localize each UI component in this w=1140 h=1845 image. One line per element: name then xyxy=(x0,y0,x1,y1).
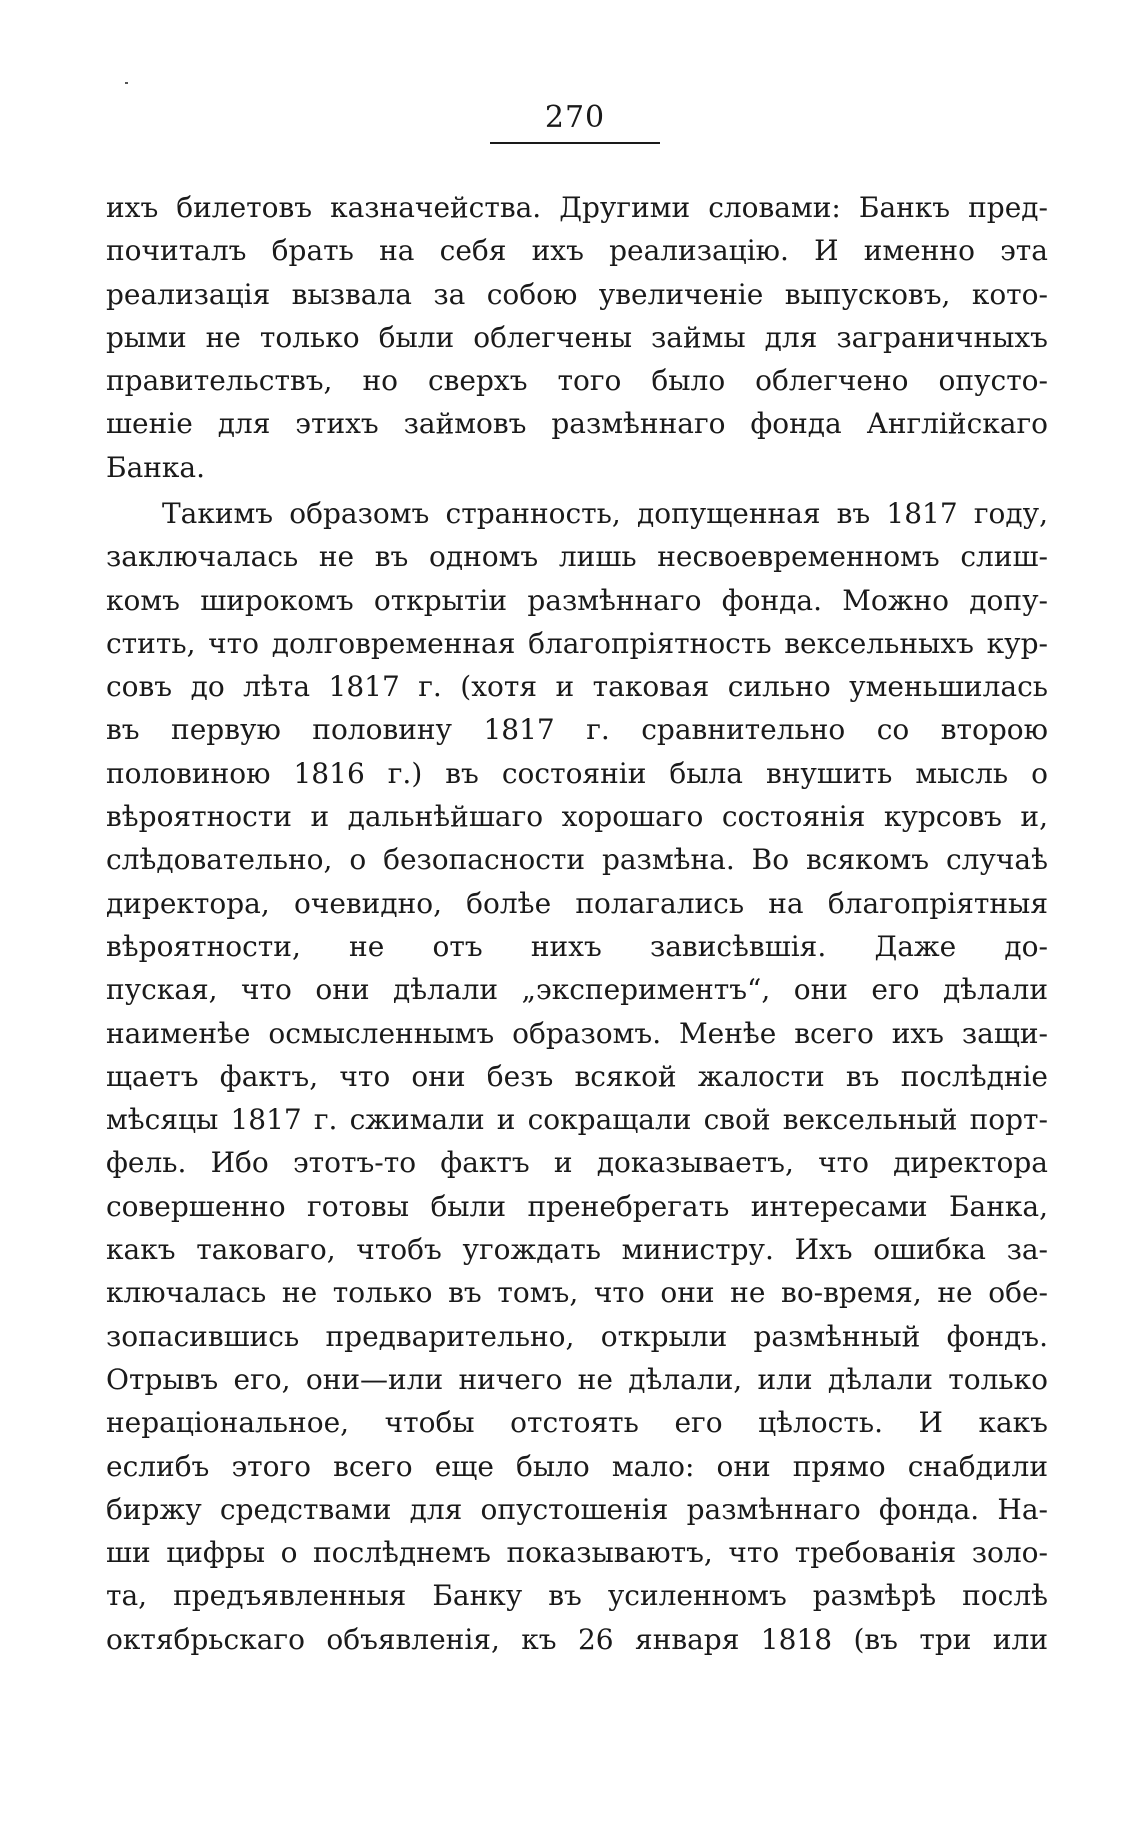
text-line: Банка. xyxy=(106,450,206,484)
text-line: реализація вызвала за собою увеличеніе выпусковъ, кото- xyxy=(106,277,1048,311)
text-line: ихъ билетовъ казначейства. Другими словами: Банкъ пред- xyxy=(106,191,1048,224)
text-line: шеніе для этихъ займовъ размѣннаго фонда Англійскаго xyxy=(106,407,1048,441)
paragraph-2 xyxy=(106,492,1048,1661)
text-line: комъ широкомъ открытіи размѣннаго фонда. Можно допу- xyxy=(106,583,1048,617)
text-line: рыми не только были облегчены займы для заграничныхъ xyxy=(106,320,1048,354)
paragraph-1 xyxy=(106,186,1048,489)
text-line: Отрывъ его, они—или ничего не дѣлали, или дѣлали только xyxy=(106,1362,1048,1396)
text-line: наименѣе осмысленнымъ образомъ. Менѣе всего ихъ защи- xyxy=(106,1016,1048,1050)
text-line: половиною 1816 г.) въ состояніи была внушить мысль о xyxy=(106,756,1048,790)
text-line: фель. Ибо этотъ-то фактъ и доказываетъ, что директора xyxy=(106,1146,1048,1180)
text-line: вѣроятности, не отъ нихъ зависѣвшія. Даже до- xyxy=(106,929,1048,963)
text-line: та, предъявленныя Банку въ усиленномъ размѣрѣ послѣ xyxy=(106,1579,1048,1613)
text-line: еслибъ этого всего еще было мало: они прямо снабдили xyxy=(106,1449,1048,1483)
text-line: пуская, что они дѣлали „экспериментъ“, они его дѣлали xyxy=(106,973,1048,1007)
text-line: совершенно готовы были пренебрегать интересами Банка, xyxy=(106,1189,1048,1223)
page-number: 270 xyxy=(544,100,606,135)
text-line: ключалась не только въ томъ, что они не во-время, не обе- xyxy=(106,1276,1048,1310)
text-line: Такимъ образомъ странность, допущенная въ 1817 году, xyxy=(162,497,1048,530)
text-line: нераціональное, чтобы отстоять его цѣлость. И какъ xyxy=(106,1406,1048,1440)
text-line: какъ таковаго, чтобъ угождать министру. Ихъ ошибка за- xyxy=(106,1233,1048,1267)
text-line: зопасившись предварительно, открыли размѣнный фондъ. xyxy=(106,1319,1048,1353)
scan-speck xyxy=(125,82,128,84)
text-line: стить, что долговременная благопріятность вексельныхъ кур- xyxy=(106,626,1048,660)
text-line: совъ до лѣта 1817 г. (хотя и таковая сильно уменьшилась xyxy=(106,670,1048,704)
text-line: ши цифры о послѣднемъ показываютъ, что требованія золо- xyxy=(106,1536,1048,1570)
text-line: заключалась не въ одномъ лишь несвоевременномъ слиш- xyxy=(106,540,1048,574)
text-line: вѣроятности и дальнѣйшаго хорошаго состоянія курсовъ и, xyxy=(106,800,1048,834)
text-line: директора, очевидно, болѣе полагались на благопріятныя xyxy=(106,886,1048,920)
text-line: правительствъ, но сверхъ того было облегчено опусто- xyxy=(106,364,1048,398)
page-number-rule xyxy=(490,142,660,144)
text-line: щаетъ фактъ, что они безъ всякой жалости въ послѣдніе xyxy=(106,1059,1048,1093)
text-line: почиталъ брать на себя ихъ реализацію. И именно эта xyxy=(106,234,1048,268)
text-line: мѣсяцы 1817 г. сжимали и сокращали свой вексельный порт- xyxy=(106,1103,1048,1137)
text-line: въ первую половину 1817 г. сравнительно со второю xyxy=(106,713,1048,747)
text-line: слѣдовательно, о безопасности размѣна. Во всякомъ случаѣ xyxy=(106,843,1048,877)
text-line: биржу средствами для опустошенія размѣннаго фонда. На- xyxy=(106,1492,1048,1526)
text-line: октябрьскаго объявленія, къ 26 января 1818 (въ три или xyxy=(106,1622,1048,1656)
